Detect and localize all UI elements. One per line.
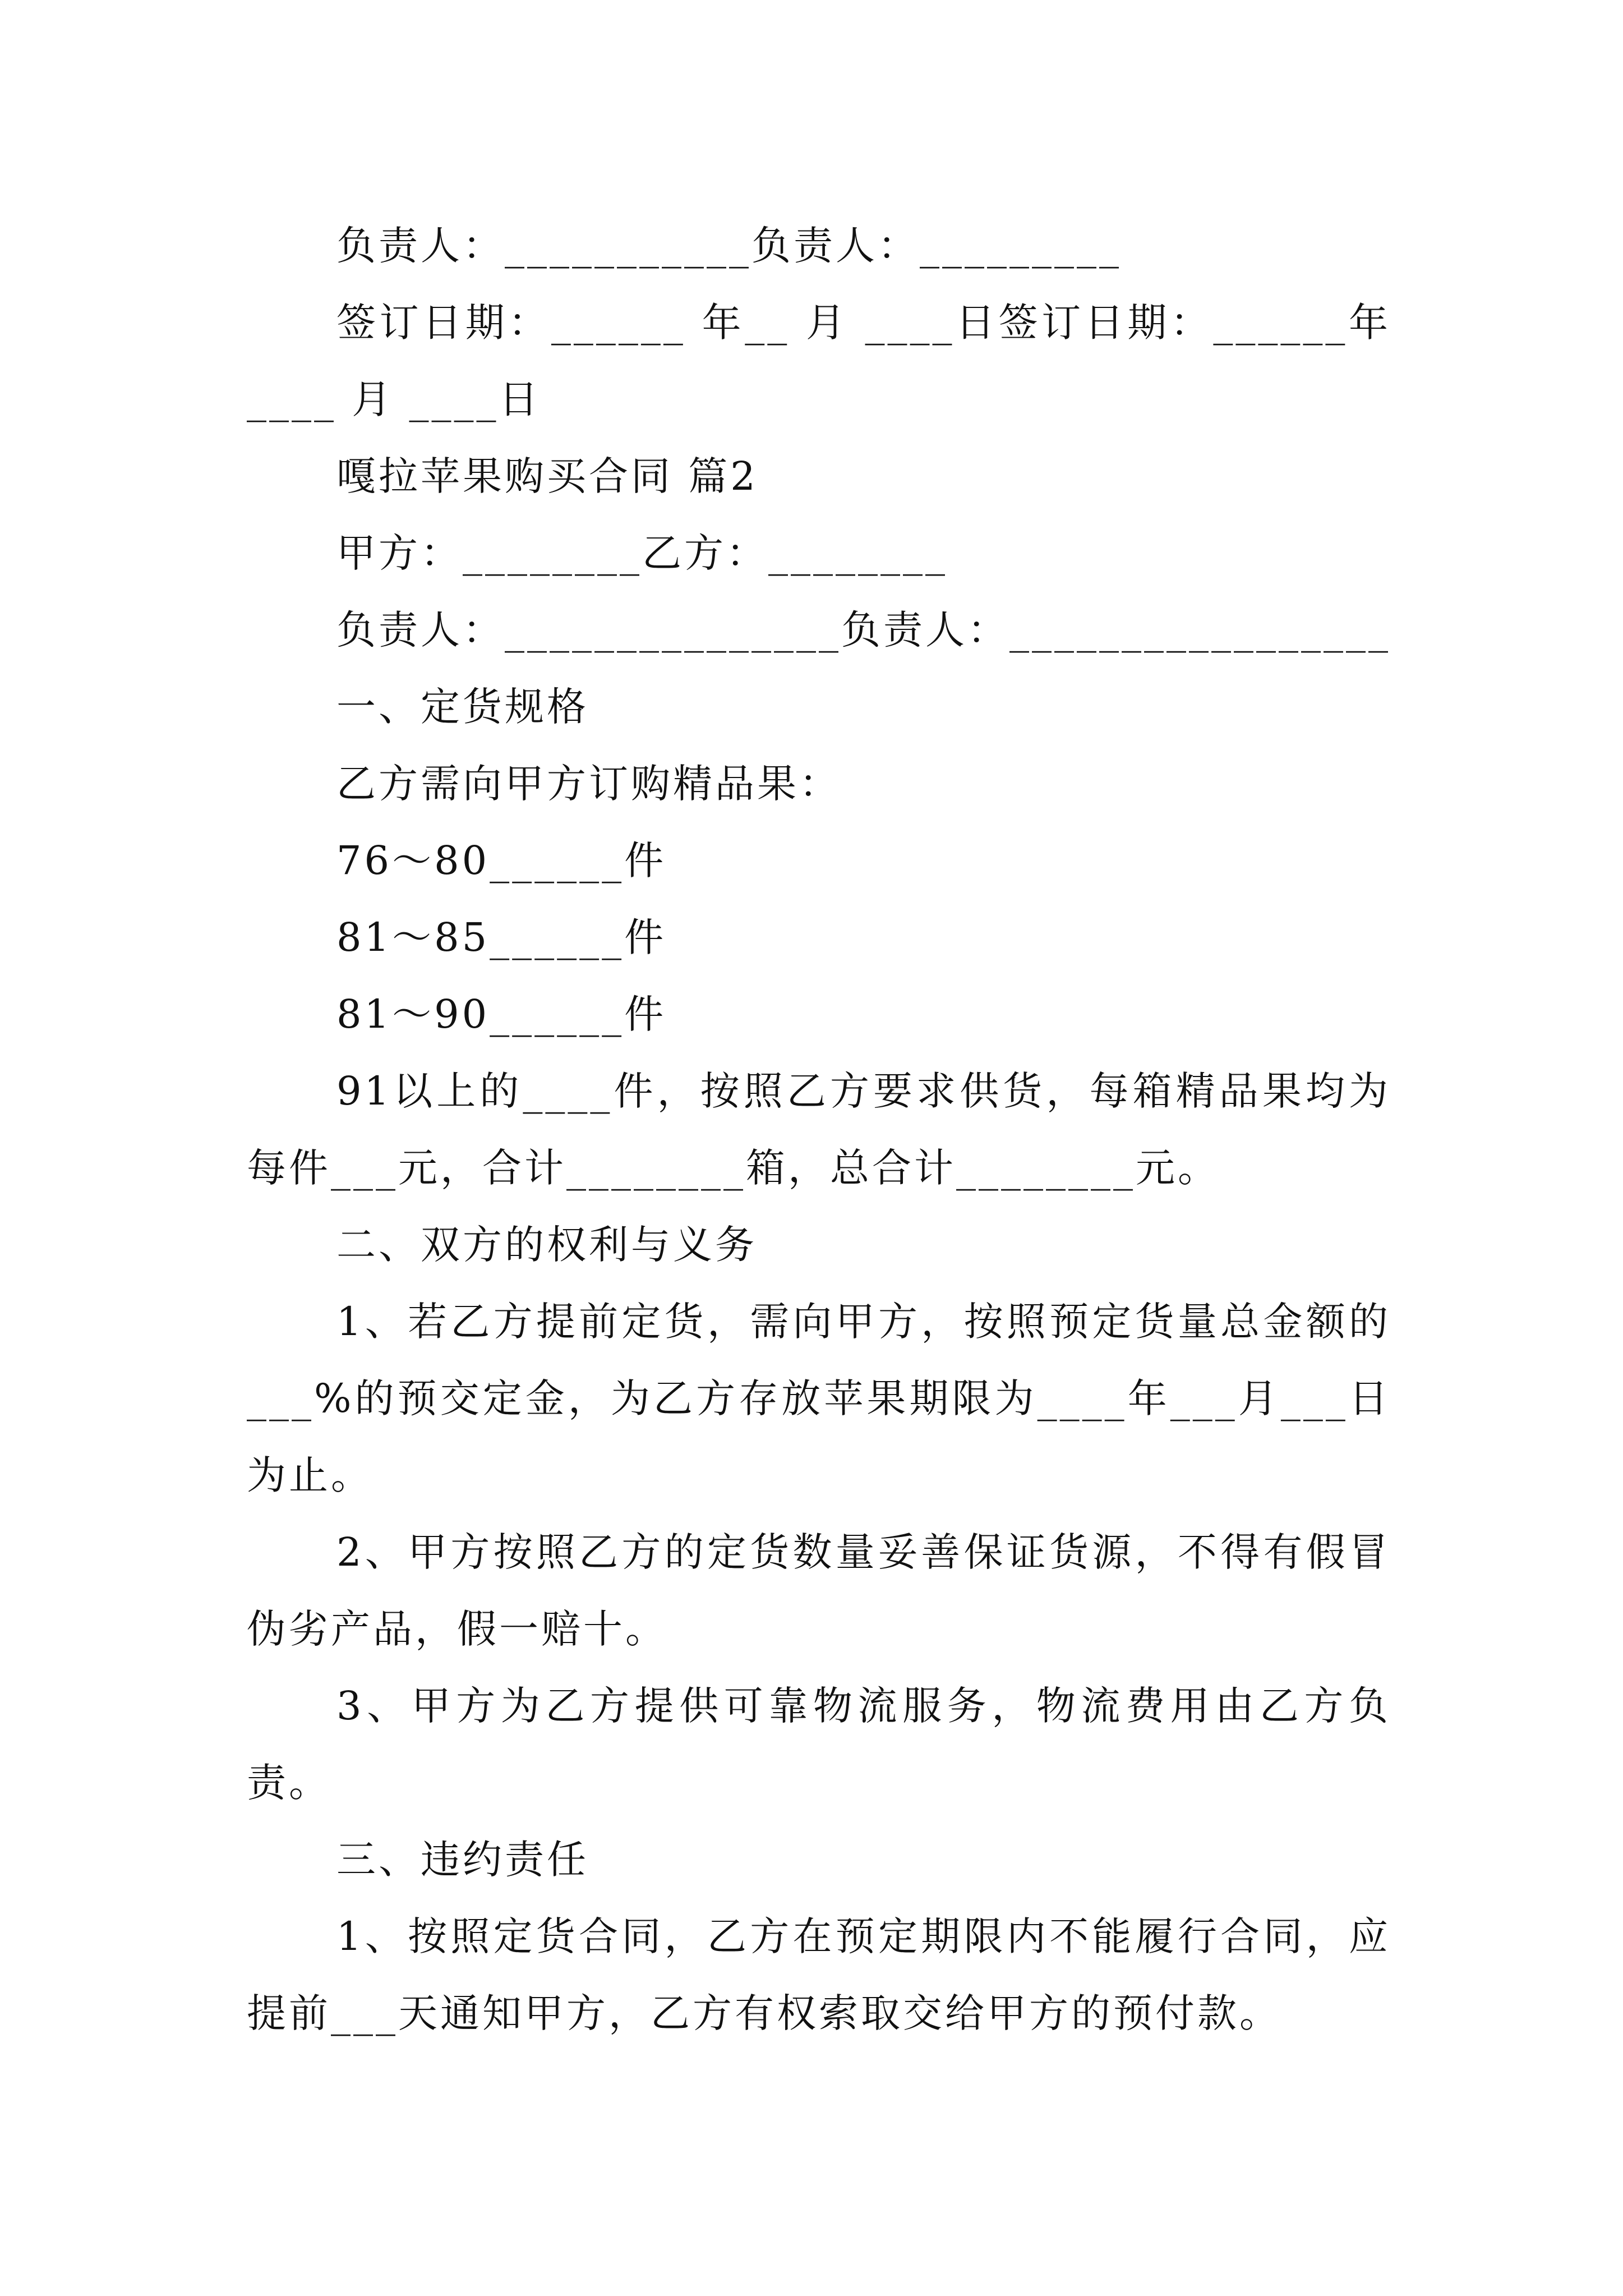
parties-line: 甲方：________乙方：________ — [336, 530, 948, 576]
document-body — [247, 208, 1391, 2052]
spec-item-81-85: 81～85______件 — [336, 914, 667, 960]
clause-2-3: 3、甲方为乙方提供可靠物流服务，物流费用由乙方负责。 — [247, 1683, 1391, 1806]
signing-date-line: 签订日期：______ 年__ 月 ____日签订日期：______年____ 月 ____日 — [247, 300, 1391, 422]
clause-3-1: 1、按照定货合同，乙方在预定期限内不能履行合同，应提前___天通知甲方，乙方有权索取交给甲方的预付款。 — [247, 1913, 1391, 2036]
spec-item-81-90: 81～90______件 — [336, 991, 667, 1037]
spec-item-76-80: 76～80______件 — [336, 838, 667, 884]
signatory-line-2: 负责人：_______________负责人：_________________ — [336, 607, 1391, 653]
signatory-line: 负责人：___________负责人：_________ — [336, 223, 1122, 269]
section-heading-1: 一、定货规格 — [336, 684, 589, 730]
contract-title: 嘎拉苹果购买合同 篇2 — [336, 453, 758, 499]
spec-item-91-plus: 91以上的____件，按照乙方要求供货，每箱精品果均为每件___元，合计________箱，总合计________元。 — [247, 1068, 1391, 1191]
section-heading-3: 三、违约责任 — [336, 1837, 589, 1883]
order-intro: 乙方需向甲方订购精品果： — [336, 761, 841, 807]
section-heading-2: 二、双方的权利与义务 — [336, 1222, 757, 1268]
clause-2-2: 2、甲方按照乙方的定货数量妥善保证货源，不得有假冒伪劣产品，假一赔十。 — [247, 1529, 1391, 1652]
clause-2-1: 1、若乙方提前定货，需向甲方，按照预定货量总金额的___%的预交定金，为乙方存放苹果期限为____年___月___日为止。 — [247, 1299, 1391, 1498]
